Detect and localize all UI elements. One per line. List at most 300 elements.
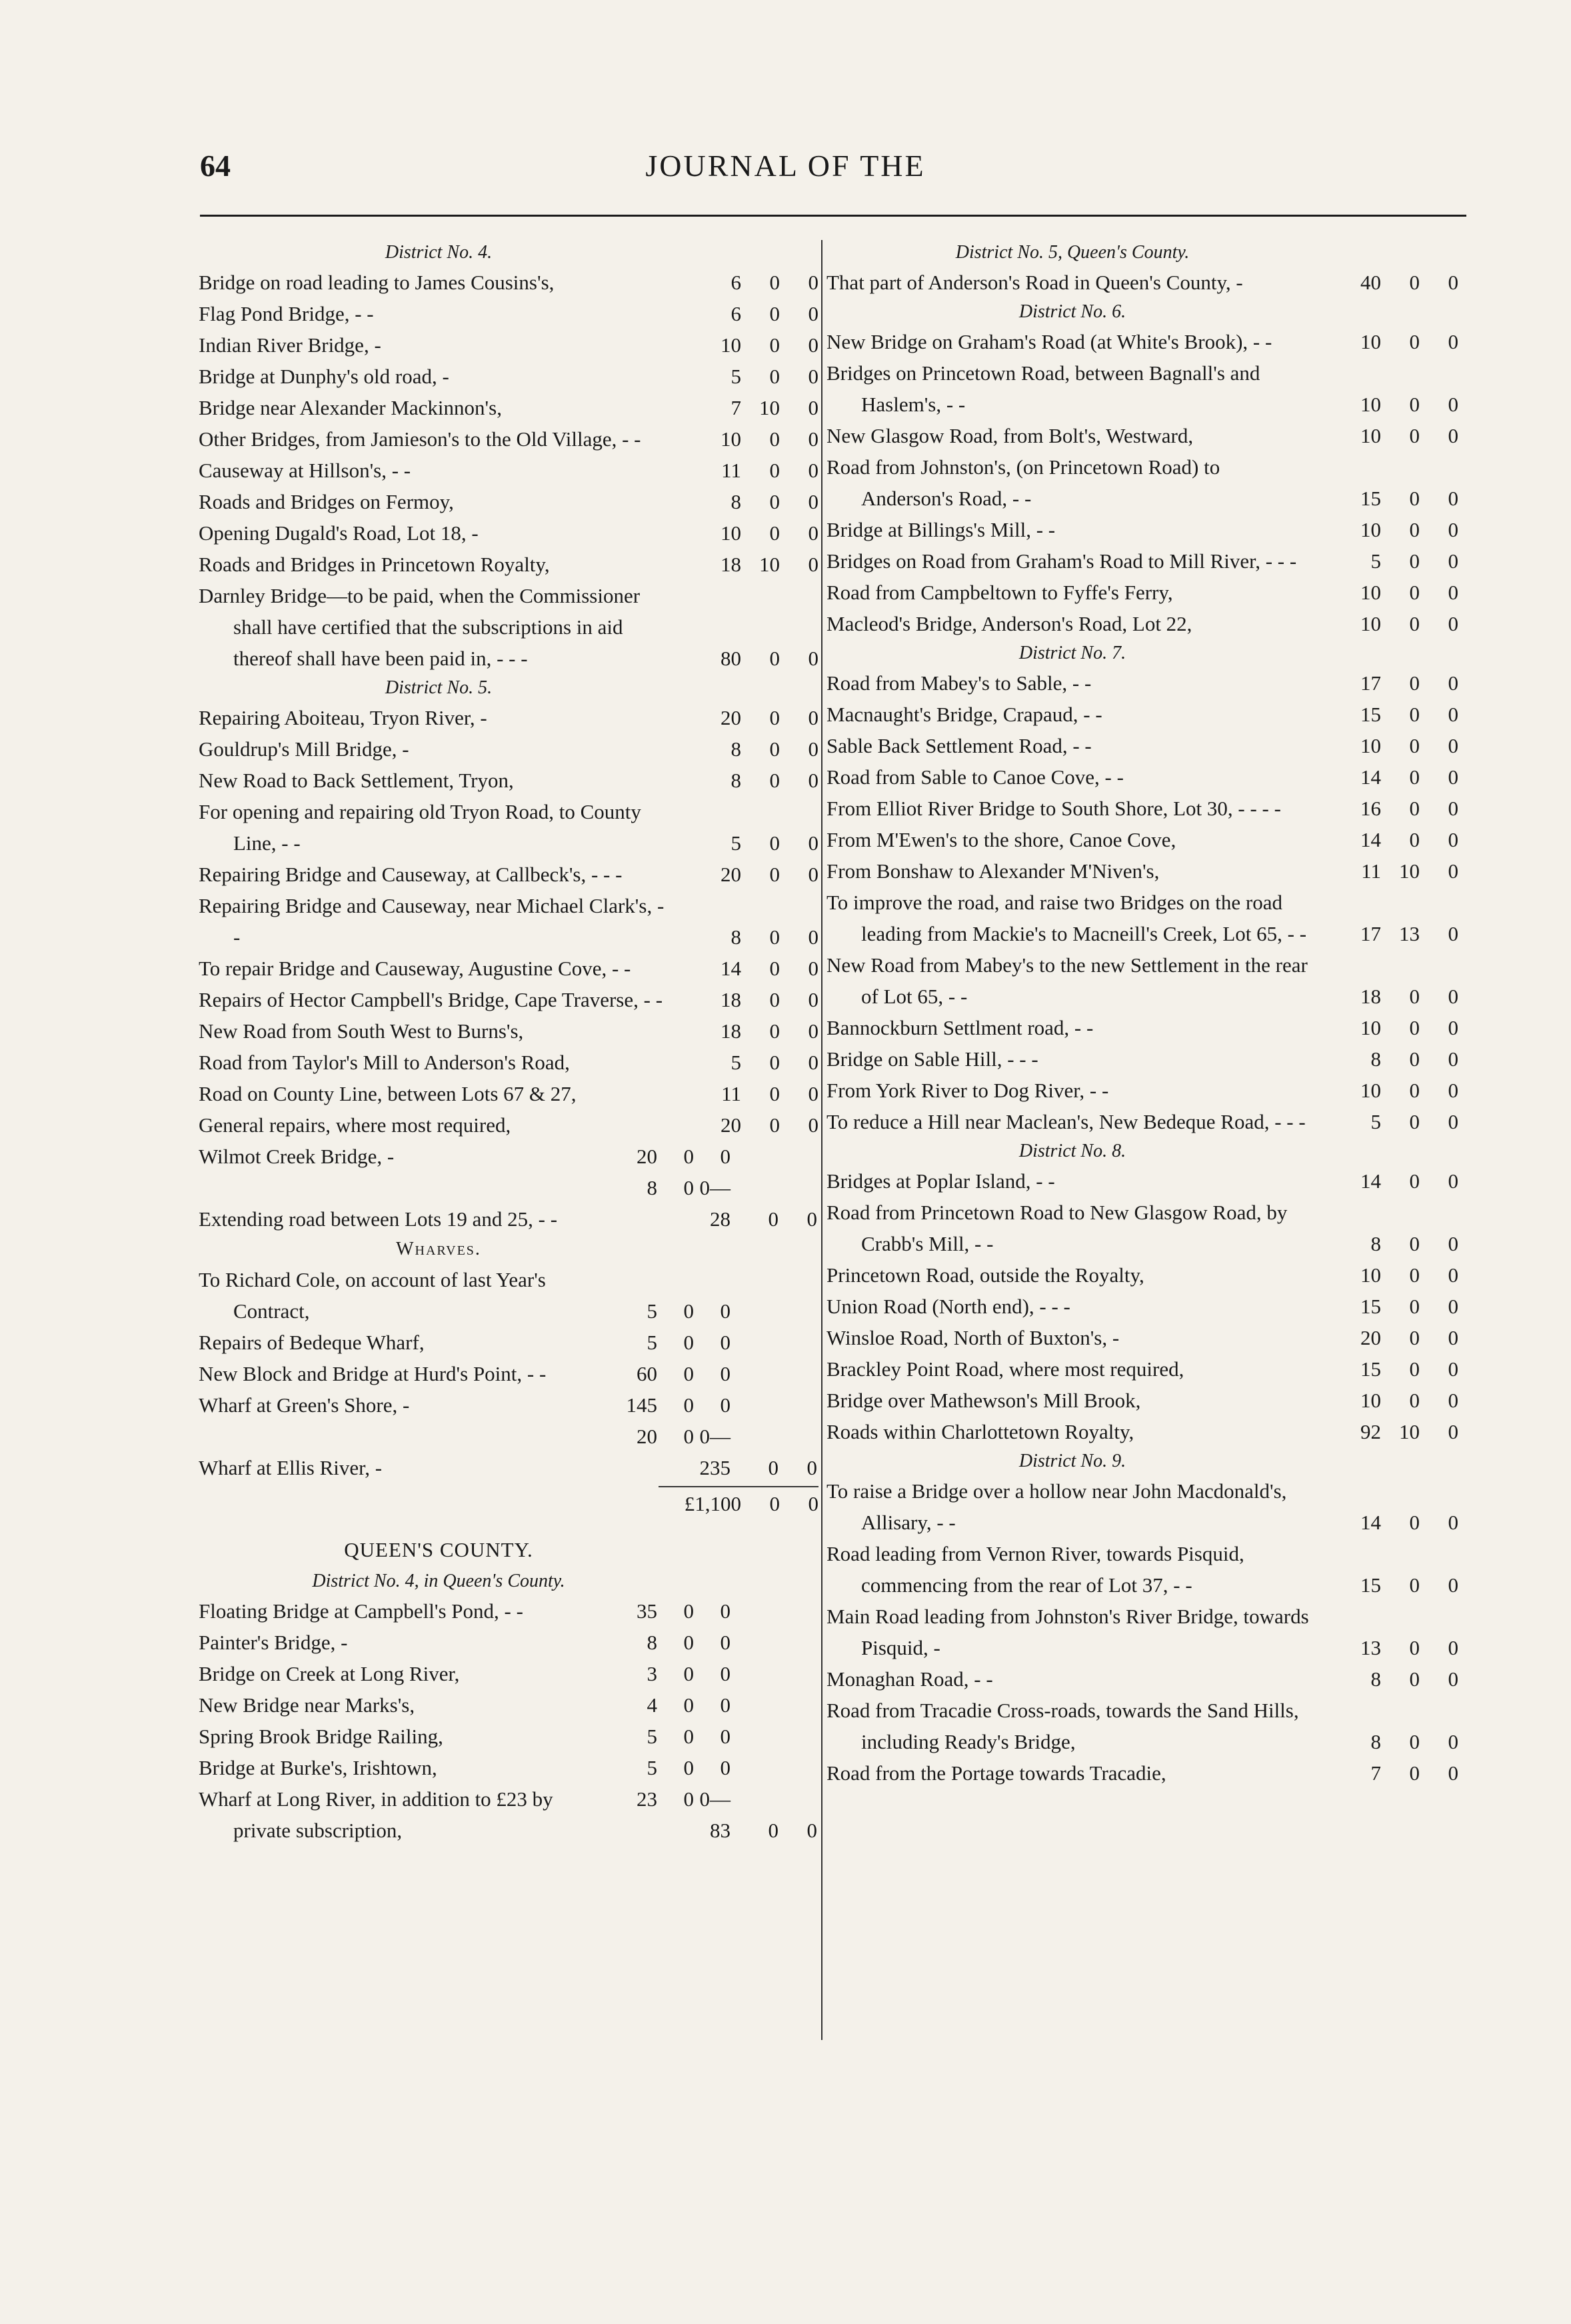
pence: 0	[1448, 549, 1458, 573]
pounds: 5	[647, 1331, 657, 1354]
item-text: Road from Campbeltown to Fyffe's Ferry,	[826, 581, 1173, 604]
shillings: 0	[769, 647, 780, 670]
ledger-row	[826, 730, 1458, 761]
amount	[1317, 1291, 1458, 1322]
shillings: 0	[683, 1145, 694, 1168]
pence: 0	[808, 1019, 818, 1043]
pence-total: 0—235	[699, 1425, 731, 1479]
item-text: Sable Back Settlement Road, - -	[826, 734, 1092, 757]
ledger-row	[826, 267, 1458, 298]
shillings: 10	[759, 396, 780, 419]
page-number: 64	[200, 149, 231, 183]
ledger-row	[826, 1757, 1458, 1789]
item-text: To reduce a Hill near Maclean's, New Bedeque Road, - - -	[826, 1110, 1306, 1133]
shillings: 0	[768, 1456, 779, 1479]
shillings: 0	[683, 1662, 694, 1685]
pounds: 10	[721, 333, 741, 357]
shillings: 0	[769, 1082, 780, 1105]
item-text: Extending road between Lots 19 and 25, - -	[199, 1207, 558, 1231]
shillings: 0	[1409, 1636, 1420, 1659]
pounds: 16	[1360, 797, 1381, 820]
item-text: That part of Anderson's Road in Queen's County, -	[826, 271, 1243, 294]
section-heading: District No. 4, in Queen's County.	[312, 1571, 565, 1591]
pounds: 8	[731, 925, 741, 949]
amount	[1317, 699, 1458, 730]
ledger-row	[826, 1075, 1458, 1106]
pounds: 13	[1360, 1636, 1381, 1659]
pounds: 8	[731, 737, 741, 761]
ledger-row	[199, 702, 818, 733]
shillings: 0	[1409, 1357, 1420, 1381]
shillings: 0	[1409, 765, 1420, 789]
pence: 0	[808, 490, 818, 513]
shillings: 0	[769, 706, 780, 729]
item-text: Gouldrup's Mill Bridge, -	[199, 737, 409, 761]
shillings: 0	[1409, 393, 1420, 416]
pounds: 6	[731, 271, 741, 294]
pence: 0	[1448, 1326, 1458, 1349]
pence-total: 0—83	[699, 1787, 731, 1842]
sub-amount	[597, 1595, 731, 1627]
amount	[1317, 1228, 1458, 1259]
pounds: 8	[1370, 1730, 1381, 1753]
pence: 0	[1448, 424, 1458, 447]
pounds: 11	[1361, 859, 1381, 883]
ledger-subrow	[199, 1141, 818, 1172]
item-text: Wharf at Long River, in addition to £23 by private subscription,	[199, 1787, 553, 1842]
ledger-row	[826, 451, 1458, 514]
shillings: 0	[683, 1787, 694, 1811]
pounds: 5	[647, 1725, 657, 1748]
shillings: 0	[683, 1425, 694, 1448]
pence: 0	[1448, 518, 1458, 541]
item-text: Bridges on Road from Graham's Road to Mill River, - - -	[826, 549, 1297, 573]
ledger-row	[826, 1197, 1458, 1259]
pounds: 10	[1360, 1389, 1381, 1412]
ledger-subrow	[199, 1358, 818, 1389]
amount	[1317, 389, 1458, 420]
pence: 0	[1448, 703, 1458, 726]
amount	[1317, 1385, 1458, 1416]
ledger-row	[826, 514, 1458, 545]
pence: 0	[806, 1819, 817, 1842]
pounds: 20	[721, 706, 741, 729]
shillings: 0	[769, 427, 780, 451]
item-text: Indian River Bridge, -	[199, 333, 381, 357]
pence-total: 0	[720, 1631, 731, 1654]
sub-amount	[597, 1627, 731, 1658]
ledger-row	[199, 859, 818, 890]
pounds: 8	[731, 490, 741, 513]
amount	[1317, 855, 1458, 887]
amount	[677, 423, 818, 455]
item-text: To improve the road, and raise two Bridges on the road leading from Mackie's to Macneill's Creek, Lot 65, - -	[826, 891, 1307, 945]
pence: 0	[808, 302, 818, 325]
pence: 0	[808, 737, 818, 761]
shillings: 0	[769, 925, 780, 949]
pounds: 6	[731, 302, 741, 325]
section-heading: District No. 4.	[385, 242, 493, 263]
item-text: Bridge near Alexander Mackinnon's,	[199, 396, 502, 419]
amount	[677, 702, 818, 733]
right-column	[826, 239, 1458, 1789]
amount	[1317, 1569, 1458, 1601]
ledger-row	[199, 455, 818, 486]
pence: 0	[808, 521, 818, 545]
pence: 0	[808, 396, 818, 419]
amount	[1317, 918, 1458, 949]
pence: 0	[808, 957, 818, 980]
pounds: 8	[647, 1176, 657, 1199]
ledger-row	[199, 796, 818, 859]
pence: 0	[1448, 765, 1458, 789]
item-text: General repairs, where most required,	[199, 1113, 511, 1137]
ledger-row	[826, 793, 1458, 824]
item-text: To Richard Cole, on account of last Year's Contract,	[199, 1268, 546, 1323]
pence: 0	[1448, 1047, 1458, 1071]
shillings: 0	[769, 988, 780, 1011]
ledger-row	[826, 949, 1458, 1012]
pence-total: 0—28	[699, 1176, 731, 1231]
shillings: 0	[1409, 612, 1420, 635]
ledger-row	[826, 1385, 1458, 1416]
ledger-row	[826, 545, 1458, 577]
item-text: New Bridge on Graham's Road (at White's Brook), - -	[826, 330, 1272, 353]
pence: 0	[1448, 734, 1458, 757]
item-text: New Road from Mabey's to the new Settlement in the rear of Lot 65, - -	[826, 953, 1308, 1008]
pence: 0	[1448, 1357, 1458, 1381]
pence: 0	[1448, 612, 1458, 635]
pence-total: 0	[720, 1145, 731, 1168]
ledger-row	[826, 1106, 1458, 1137]
ledger-subrow	[199, 1721, 818, 1752]
amount	[1317, 1632, 1458, 1663]
pence: 0	[1448, 1079, 1458, 1102]
pence: 0	[808, 1051, 818, 1074]
amount	[1317, 1259, 1458, 1291]
shillings: 0	[1409, 1263, 1420, 1287]
shillings: 0	[769, 1019, 780, 1043]
item-text: Wharf at Ellis River, -	[199, 1456, 383, 1479]
carried-amount	[731, 1452, 817, 1483]
shillings: 0	[1409, 703, 1420, 726]
amount	[1317, 1106, 1458, 1137]
item-text: Other Bridges, from Jamieson's to the Old Village, - -	[199, 427, 641, 451]
pence: 0	[1448, 271, 1458, 294]
item-text: Bridge on road leading to James Cousins's,	[199, 271, 555, 294]
pounds: 18	[721, 988, 741, 1011]
sub-amount	[597, 1327, 731, 1358]
ledger-row	[826, 855, 1458, 887]
pence: 0	[1448, 671, 1458, 695]
amount	[1317, 577, 1458, 608]
section-heading: QUEEN'S COUNTY.	[344, 1538, 533, 1561]
pence: 0	[1448, 1573, 1458, 1597]
ledger-row	[826, 326, 1458, 357]
item-text: Bridge at Billings's Mill, - -	[826, 518, 1056, 541]
pence: 0	[1448, 1389, 1458, 1412]
pence-total: 0	[720, 1331, 731, 1354]
amount	[1317, 1012, 1458, 1043]
item-text: Princetown Road, outside the Royalty,	[826, 1263, 1144, 1287]
pounds: 11	[721, 459, 741, 482]
pence: 0	[1448, 1295, 1458, 1318]
shillings: 0	[769, 1492, 780, 1515]
pounds: 5	[731, 1051, 741, 1074]
pounds: 10	[1360, 612, 1381, 635]
ledger-subrow	[199, 1595, 818, 1627]
pounds: 10	[721, 427, 741, 451]
shillings: 0	[1409, 1573, 1420, 1597]
amount	[677, 859, 818, 890]
pounds: 5	[731, 365, 741, 388]
ledger-row	[199, 953, 818, 984]
item-text: Roads and Bridges in Princetown Royalty,	[199, 553, 550, 576]
amount	[1317, 545, 1458, 577]
sub-amount	[597, 1752, 731, 1783]
ledger-row	[199, 486, 818, 517]
ledger-subrow	[199, 1172, 818, 1235]
pence: 0	[1448, 828, 1458, 851]
amount	[1317, 608, 1458, 639]
pounds: 10	[1360, 1263, 1381, 1287]
pounds: 10	[1360, 1079, 1381, 1102]
pounds: 14	[1360, 765, 1381, 789]
item-text: Macnaught's Bridge, Crapaud, - -	[826, 703, 1102, 726]
sub-amount	[597, 1783, 731, 1846]
pence-total: 0	[720, 1362, 731, 1385]
shillings: 0	[768, 1819, 779, 1842]
pounds: 17	[1360, 922, 1381, 945]
ledger-subrow	[199, 1627, 818, 1658]
pence: 0	[1448, 1169, 1458, 1193]
pounds: 35	[637, 1599, 657, 1623]
shillings: 0	[769, 831, 780, 855]
ledger-row	[826, 1475, 1458, 1538]
pounds: 15	[1360, 1295, 1381, 1318]
shillings: 0	[1409, 1232, 1420, 1255]
ledger-row	[826, 887, 1458, 949]
item-text: Bridge on Sable Hill, - - -	[826, 1047, 1038, 1071]
pounds: 14	[1360, 1511, 1381, 1534]
pounds: 8	[1370, 1667, 1381, 1691]
ledger-row	[199, 1015, 818, 1047]
shillings: 0	[1409, 424, 1420, 447]
shillings: 0	[683, 1393, 694, 1417]
ledger-row	[199, 580, 818, 674]
pounds: 8	[647, 1631, 657, 1654]
pence: 0	[808, 647, 818, 670]
ledger-row	[826, 1601, 1458, 1663]
amount	[1317, 1043, 1458, 1075]
ledger-row	[826, 1416, 1458, 1447]
amount	[677, 267, 818, 298]
ledger-subrow	[199, 1264, 818, 1327]
shillings: 0	[683, 1362, 694, 1385]
item-text: Bridge at Dunphy's old road, -	[199, 365, 449, 388]
item-text: Road from Tracadie Cross-roads, towards the Sand Hills, including Ready's Bridge,	[826, 1699, 1299, 1753]
ledger-subrow	[199, 1421, 818, 1483]
pence: 0	[1448, 487, 1458, 510]
pence-total: 0	[720, 1756, 731, 1779]
amount	[1317, 1416, 1458, 1447]
pence: 0	[808, 365, 818, 388]
amount	[677, 1015, 818, 1047]
pounds: 14	[1360, 828, 1381, 851]
shillings: 0	[1409, 581, 1420, 604]
ledger-row	[826, 1322, 1458, 1353]
pounds: 18	[1360, 985, 1381, 1008]
pounds: 60	[637, 1362, 657, 1385]
amount	[677, 984, 818, 1015]
item-text: New Glasgow Road, from Bolt's, Westward,	[826, 424, 1194, 447]
ledger-row	[826, 1012, 1458, 1043]
ledger-row	[199, 517, 818, 549]
amount	[685, 1487, 818, 1521]
item-text: From M'Ewen's to the shore, Canoe Cove,	[826, 828, 1176, 851]
amount	[677, 486, 818, 517]
shillings: 0	[769, 490, 780, 513]
item-text: Flag Pond Bridge, - -	[199, 302, 374, 325]
item-text: Bridge over Mathewson's Mill Brook,	[826, 1389, 1141, 1412]
item-text: Repairs of Bedeque Wharf,	[199, 1331, 425, 1354]
item-text: Road from Princetown Road to New Glasgow Road, by Crabb's Mill, - -	[826, 1201, 1288, 1255]
pounds: 18	[721, 1019, 741, 1043]
amount	[677, 455, 818, 486]
pence: 0	[808, 271, 818, 294]
shillings: 13	[1399, 922, 1420, 945]
shillings: 0	[1409, 1730, 1420, 1753]
amount	[677, 361, 818, 392]
pounds: 20	[637, 1145, 657, 1168]
ledger-row	[826, 1043, 1458, 1075]
pounds: 80	[721, 647, 741, 670]
section-heading: District No. 7.	[1018, 643, 1126, 663]
carried-amount	[731, 1815, 817, 1846]
item-text: Darnley Bridge—to be paid, when the Commissioner shall have certified that the subscriptions in aid thereof shall have been paid in, - - -	[199, 584, 641, 670]
item-text: Repairs of Hector Campbell's Bridge, Cape Traverse, - -	[199, 988, 663, 1011]
pounds: 10	[1360, 330, 1381, 353]
item-text: Road from Sable to Canoe Cove, - -	[826, 765, 1124, 789]
amount	[677, 517, 818, 549]
item-text: Bannockburn Settlment road, - -	[826, 1016, 1094, 1039]
pence: 0	[806, 1207, 817, 1231]
shillings: 0	[769, 957, 780, 980]
ledger-row	[199, 329, 818, 361]
pounds: 18	[721, 553, 741, 576]
amount	[677, 549, 818, 580]
item-text: New Road to Back Settlement, Tryon,	[199, 769, 514, 792]
ledger-subrow	[199, 1389, 818, 1421]
pence-total: 0	[720, 1299, 731, 1323]
pounds: 145	[626, 1393, 657, 1417]
pounds: 5	[731, 831, 741, 855]
pounds: 10	[721, 521, 741, 545]
item-text: Road from Mabey's to Sable, - -	[826, 671, 1092, 695]
pounds: 10	[1360, 734, 1381, 757]
item-text: Road on County Line, between Lots 67 & 27,	[199, 1082, 577, 1105]
shillings: 0	[1409, 1047, 1420, 1071]
shillings: 0	[683, 1693, 694, 1717]
item-text: Roads within Charlottetown Royalty,	[826, 1420, 1134, 1443]
amount	[677, 921, 818, 953]
shillings: 0	[1409, 1110, 1420, 1133]
shillings: 0	[769, 302, 780, 325]
shillings: 0	[1409, 1761, 1420, 1785]
pounds: 10	[1360, 393, 1381, 416]
amount	[1317, 1726, 1458, 1757]
ledger-row	[826, 577, 1458, 608]
pounds: 5	[1370, 1110, 1381, 1133]
grand-total	[659, 1486, 818, 1521]
item-text: Opening Dugald's Road, Lot 18, -	[199, 521, 479, 545]
header-rule	[200, 215, 1466, 217]
pounds: 14	[721, 957, 741, 980]
pounds: 20	[1360, 1326, 1381, 1349]
pence: 0	[1448, 1263, 1458, 1287]
item-text: Floating Bridge at Campbell's Pond, - -	[199, 1599, 523, 1623]
amount	[1317, 793, 1458, 824]
shillings: 0	[1409, 1389, 1420, 1412]
amount	[1317, 1075, 1458, 1106]
pence: 0	[1448, 1511, 1458, 1534]
shillings: 0	[769, 521, 780, 545]
ledger-row	[826, 667, 1458, 699]
amount	[677, 643, 818, 674]
sub-amount	[597, 1421, 731, 1483]
amount	[1317, 1165, 1458, 1197]
pence: 0	[1448, 1420, 1458, 1443]
shillings: 0	[683, 1756, 694, 1779]
section-heading: Wharves.	[396, 1239, 481, 1259]
ledger-row	[826, 1259, 1458, 1291]
column-divider	[821, 240, 822, 2040]
sub-amount	[597, 1658, 731, 1689]
shillings: 0	[683, 1631, 694, 1654]
sub-amount	[597, 1721, 731, 1752]
section-heading: District No. 8.	[1018, 1141, 1126, 1161]
pounds: 23	[637, 1787, 657, 1811]
amount	[1317, 267, 1458, 298]
pounds: 10	[1360, 1016, 1381, 1039]
amount	[1317, 1353, 1458, 1385]
item-text: To repair Bridge and Causeway, Augustine Cove, - -	[199, 957, 631, 980]
shillings: 0	[769, 769, 780, 792]
item-text: Wilmot Creek Bridge, -	[199, 1145, 395, 1168]
ledger-row	[826, 1538, 1458, 1601]
item-text: Bridges on Princetown Road, between Bagnall's and Haslem's, - -	[826, 361, 1260, 416]
pence: 0	[808, 1492, 818, 1515]
pounds: 10	[1360, 518, 1381, 541]
shillings: 0	[769, 271, 780, 294]
shillings: 0	[1409, 1169, 1420, 1193]
item-text: From York River to Dog River, - -	[826, 1079, 1109, 1102]
pence-total: 0	[720, 1393, 731, 1417]
pounds: 15	[1360, 1573, 1381, 1597]
pounds: 20	[721, 863, 741, 886]
shillings: 0	[1409, 1326, 1420, 1349]
item-text: Union Road (North end), - - -	[826, 1295, 1070, 1318]
shillings: 0	[683, 1331, 694, 1354]
amount	[1317, 420, 1458, 451]
shillings: 0	[769, 1113, 780, 1137]
shillings: 0	[769, 863, 780, 886]
pence: 0	[1448, 393, 1458, 416]
pence: 0	[1448, 1016, 1458, 1039]
amount	[1317, 730, 1458, 761]
shillings: 0	[769, 365, 780, 388]
shillings: 0	[1409, 271, 1420, 294]
